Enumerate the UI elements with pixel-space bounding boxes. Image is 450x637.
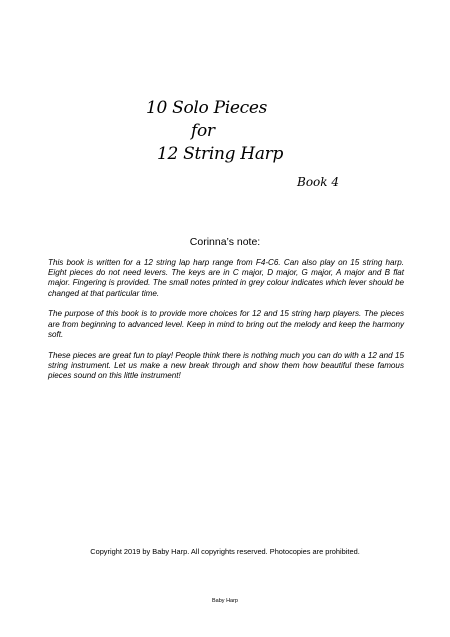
note-paragraph-1: This book is written for a 12 string lap harp range from F4-C6. Can also play on 15 string harp. Eight pieces do not need levers. The keys are in C major, D major, G major, A major and B flat major. Fingering is provided. The small notes printed in grey colour indicates which lever should be changed at that particular time. — [48, 258, 404, 298]
book-number: Book 4 — [297, 175, 339, 189]
note-heading: Corinna’s note: — [189, 236, 261, 248]
page-footer: Baby Harp — [212, 598, 238, 604]
note-paragraph-2: The purpose of this book is to provide more choices for 12 and 15 string harp players. The pieces are from beginning to advanced level. Keep in mind to bring out the melody and keep the harmony soft. — [48, 309, 404, 339]
title-line-1: 10 Solo Pieces — [146, 98, 268, 118]
title-line-2: for — [191, 121, 215, 141]
title-line-3: 12 String Harp — [157, 144, 284, 164]
copyright-notice: Copyright 2019 by Baby Harp. All copyrights reserved. Photocopies are prohibited. — [90, 547, 360, 556]
note-body — [48, 258, 404, 392]
note-paragraph-3: These pieces are great fun to play! People think there is nothing much you can do with a 12 and 15 string instrument. Let us make a new break through and show them how beautiful these famous pieces sound on this little instrument! — [48, 350, 404, 381]
